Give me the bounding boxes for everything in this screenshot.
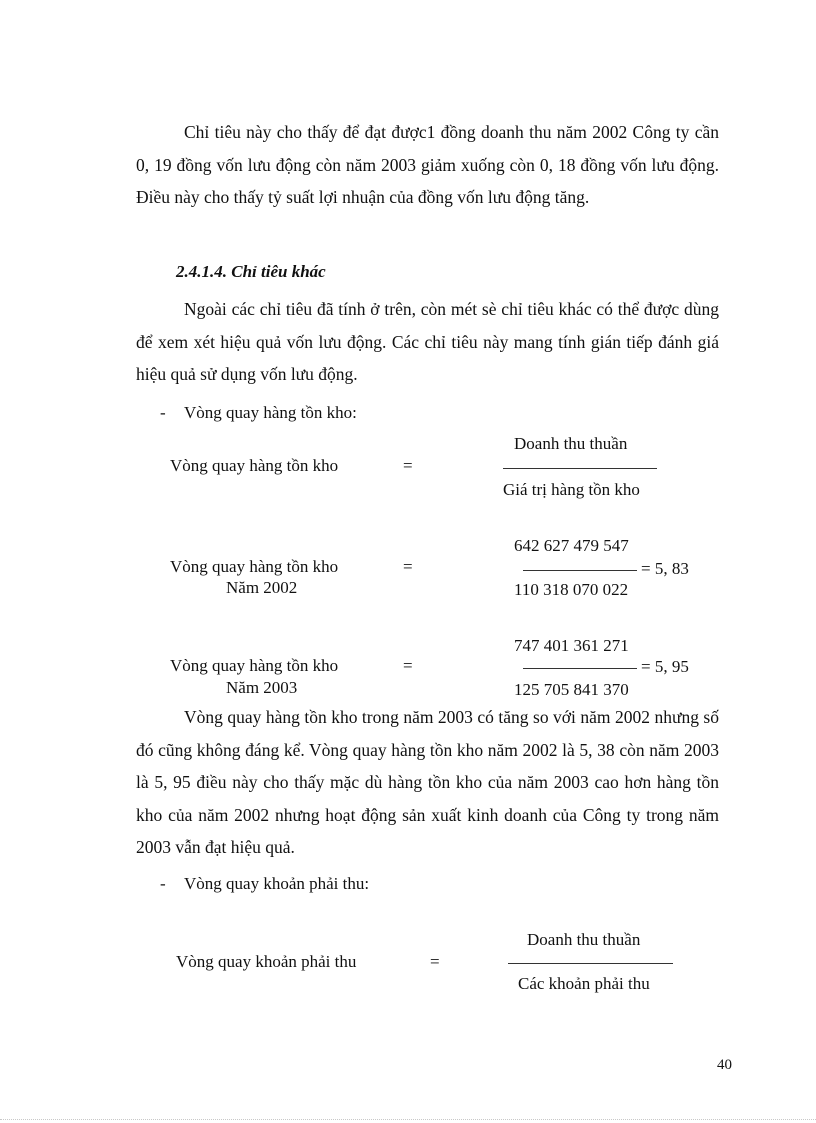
formula-denominator: Giá trị hàng tồn kho xyxy=(503,480,640,499)
formula-2002-numerator: 642 627 479 547 xyxy=(514,536,629,555)
bullet-dash: - xyxy=(160,403,166,422)
formula-numerator: Doanh thu thuần xyxy=(514,434,628,453)
formula-2003-denominator: 125 705 841 370 xyxy=(514,680,629,699)
formula-2003-numerator: 747 401 361 271 xyxy=(514,636,629,655)
bullet-inventory-turnover: Vòng quay hàng tồn kho: xyxy=(184,403,357,422)
formula-2002-equals: = xyxy=(403,557,413,576)
formula-receivables-numerator: Doanh thu thuần xyxy=(527,930,641,949)
fraction-bar xyxy=(503,468,657,469)
formula-receivables-equals: = xyxy=(430,952,440,971)
paragraph-vlđ-ratio xyxy=(136,116,719,214)
bullet-dash: - xyxy=(160,874,166,893)
bullet-receivables-turnover: Vòng quay khoản phải thu: xyxy=(184,874,370,893)
formula-label: Vòng quay hàng tồn kho xyxy=(170,456,339,475)
paragraph-text: Vòng quay hàng tồn kho trong năm 2003 có tăng so với năm 2002 nhưng số đó cũng không đáng kể. Vòng quay hàng tồn kho năm 2002 là 5, 38 còn năm 2003 là 5, 95 điều này cho thấy mặc dù hàng tồn kho của năm 2003 cao hơn hàng tồn kho của năm 2002 nhưng hoạt động sản xuất kinh doanh của Công ty trong năm 2003 vẫn đạt hiệu quả. xyxy=(136,707,719,857)
paragraph-text: Chỉ tiêu này cho thấy để đạt được1 đồng doanh thu năm 2002 Công ty cần 0, 19 đồng vốn lưu động còn năm 2003 giảm xuống còn 0, 18 đồng vốn lưu động. Điều này cho thấy tỷ suất lợi nhuận của đồng vốn lưu động tăng. xyxy=(136,122,719,207)
paragraph-other-indicators xyxy=(136,293,719,391)
section-heading: 2.4.1.4. Chỉ tiêu khác xyxy=(176,262,326,281)
formula-receivables-label: Vòng quay khoản phải thu xyxy=(176,952,357,971)
fraction-bar xyxy=(508,963,673,964)
footer-border xyxy=(0,1119,816,1120)
fraction-bar xyxy=(523,570,637,571)
formula-2003-equals: = xyxy=(403,656,413,675)
formula-2002-denominator: 110 318 070 022 xyxy=(514,580,629,599)
paragraph-inventory-analysis xyxy=(136,701,719,864)
formula-2003-year: Năm 2003 xyxy=(226,678,298,697)
formula-2002-label: Vòng quay hàng tồn kho xyxy=(170,557,339,576)
formula-2002-year: Năm 2002 xyxy=(226,578,298,597)
formula-receivables-denominator: Các khoản phải thu xyxy=(518,974,650,993)
page-number: 40 xyxy=(717,1057,732,1073)
paragraph-text: Ngoài các chỉ tiêu đã tính ở trên, còn mét sè chỉ tiêu khác có thể được dùng để xem xét hiệu quả vốn lưu động. Các chỉ tiêu này mang tính gián tiếp đánh giá hiệu quả sử dụng vốn lưu động. xyxy=(136,299,719,384)
formula-equals: = xyxy=(403,456,413,475)
formula-2003-result: = 5, 95 xyxy=(641,657,689,676)
fraction-bar xyxy=(523,668,637,669)
formula-2003-label: Vòng quay hàng tồn kho xyxy=(170,656,339,675)
formula-2002-result: = 5, 83 xyxy=(641,559,689,578)
